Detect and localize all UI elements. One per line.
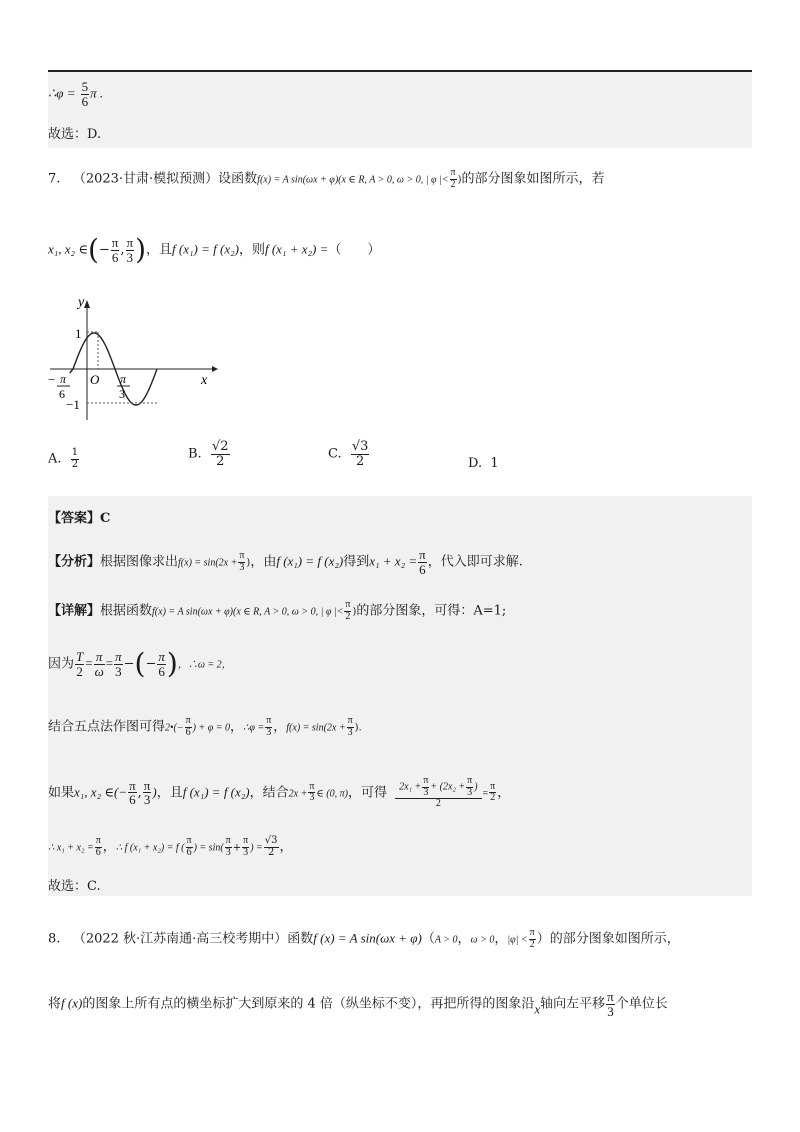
left-tick-sign: −	[48, 372, 56, 387]
q8-line-2: 将f (x)的图象上所有点的横坐标扩大到原来的 4 倍（纵坐标不变），再把所得的图象沿x轴向左平移 $\frac{\pi}{3}$ 个单位长	[48, 989, 668, 1019]
answer-value: C	[100, 511, 111, 526]
detail-line-1: 【详解】根据函数f(x) = A sin(ωx + φ)(x ∈ R, A > 0, ω > 0, | φ |< $\frac{\pi}{2}$ )的部分图象，可得：A=1;	[48, 599, 507, 622]
option-b[interactable]: B. $\frac{√2}{2}$	[188, 439, 229, 469]
right-tick-num: π	[120, 372, 127, 386]
x-axis-arrow	[212, 366, 218, 372]
detail-line-3: 结合五点法作图可得2•(− $\frac{\pi}{6}$ ) + φ = 0，∴φ = $\frac{\pi}{3}$ ，f(x) = sin(2x + $\frac{\pi}{3}$ ).	[48, 715, 362, 738]
y-label: y	[78, 295, 85, 310]
right-tick-den: 3	[119, 387, 125, 401]
y-axis-arrow	[84, 300, 90, 308]
analysis-line: 【分析】根据图像求出f(x) = sin(2x + $\frac{\pi}{3}$ )，由f (x₁) = f (x₂)得到x₁ + x₂ = $\frac{\pi}{6}$ ，代入即可求解.	[48, 547, 523, 577]
q8-stem: 8. （2022 秋·江苏南通·高三校考期中）函数f (x) = A sin(ωx + φ)（A > 0，ω > 0，|φ| < $\frac{\pi}{2}$ ）的部分图象如图所示，	[48, 927, 680, 950]
option-c[interactable]: C. $\frac{√3}{2}$	[328, 439, 369, 469]
q7-stem: 7. （2023·甘肃·模拟预测）设函数f(x) = A sin(ωx + φ)(x ∈ R, A > 0, ω > 0, | φ |< $\frac{\pi}{2}$ )的部分图象如图所示，若	[48, 167, 605, 190]
option-a[interactable]: A. $\frac{1}{2}$	[48, 447, 79, 470]
prev-choice: 故选：D.	[48, 127, 102, 142]
x-label: x	[201, 373, 208, 388]
origin-label: O	[90, 372, 100, 387]
option-d[interactable]: D. 1	[468, 456, 499, 471]
prev-solution-shade	[48, 72, 752, 148]
q7-condition: x₁, x₂ ∈(− $\frac{\pi}{6}$ , $\frac{\pi}{3}$ )，且f (x₁) = f (x₂)，则f (x₁ + x₂) =（ ）	[48, 233, 381, 267]
q7-sine-graph	[44, 292, 224, 432]
detail-line-5: ∴ x₁ + x₂ = $\frac{\pi}{6}$ ，∴ f (x₁ + x₂) = f ( $\frac{\pi}{6}$ ) = sin( $\frac{\pi}{3}$ + $\frac{\pi}{3}$ ) = $\frac{√3}{2}$ ，	[48, 835, 293, 858]
detail-line-4: 如果x₁, x₂ ∈(− $\frac{\pi}{6}$ , $\frac{\pi}{3}$ )，且f (x₁) = f (x₂)，结合2x + $\frac{\pi}{3}$ ∈ (0, π)，可得 2x₁ + $\frac{\pi}{3}$ + (2x₂ + $\frac{\pi}{3}$ ) 2 = $\frac{\pi}{2}$ ，	[48, 775, 511, 809]
phi-result: ∴φ =	[48, 85, 76, 101]
answer-line: 【答案】C	[48, 511, 111, 526]
left-tick-den: 6	[59, 387, 65, 401]
tick-neg-one: −1	[66, 397, 80, 412]
prev-phi-line: ∴φ = $\frac{5}{6}$ π .	[48, 79, 104, 109]
detail-line-2: 因为 $\frac{T}{2}$ = $\frac{\pi}{\omega}$ = $\frac{\pi}{3}$ −(− $\frac{\pi}{6}$ )，∴ω = 2，	[48, 647, 232, 681]
top-rule	[48, 70, 752, 72]
tick-one: 1	[75, 326, 82, 341]
left-tick-num: π	[60, 372, 67, 386]
detail-choice: 故选：C.	[48, 879, 101, 894]
